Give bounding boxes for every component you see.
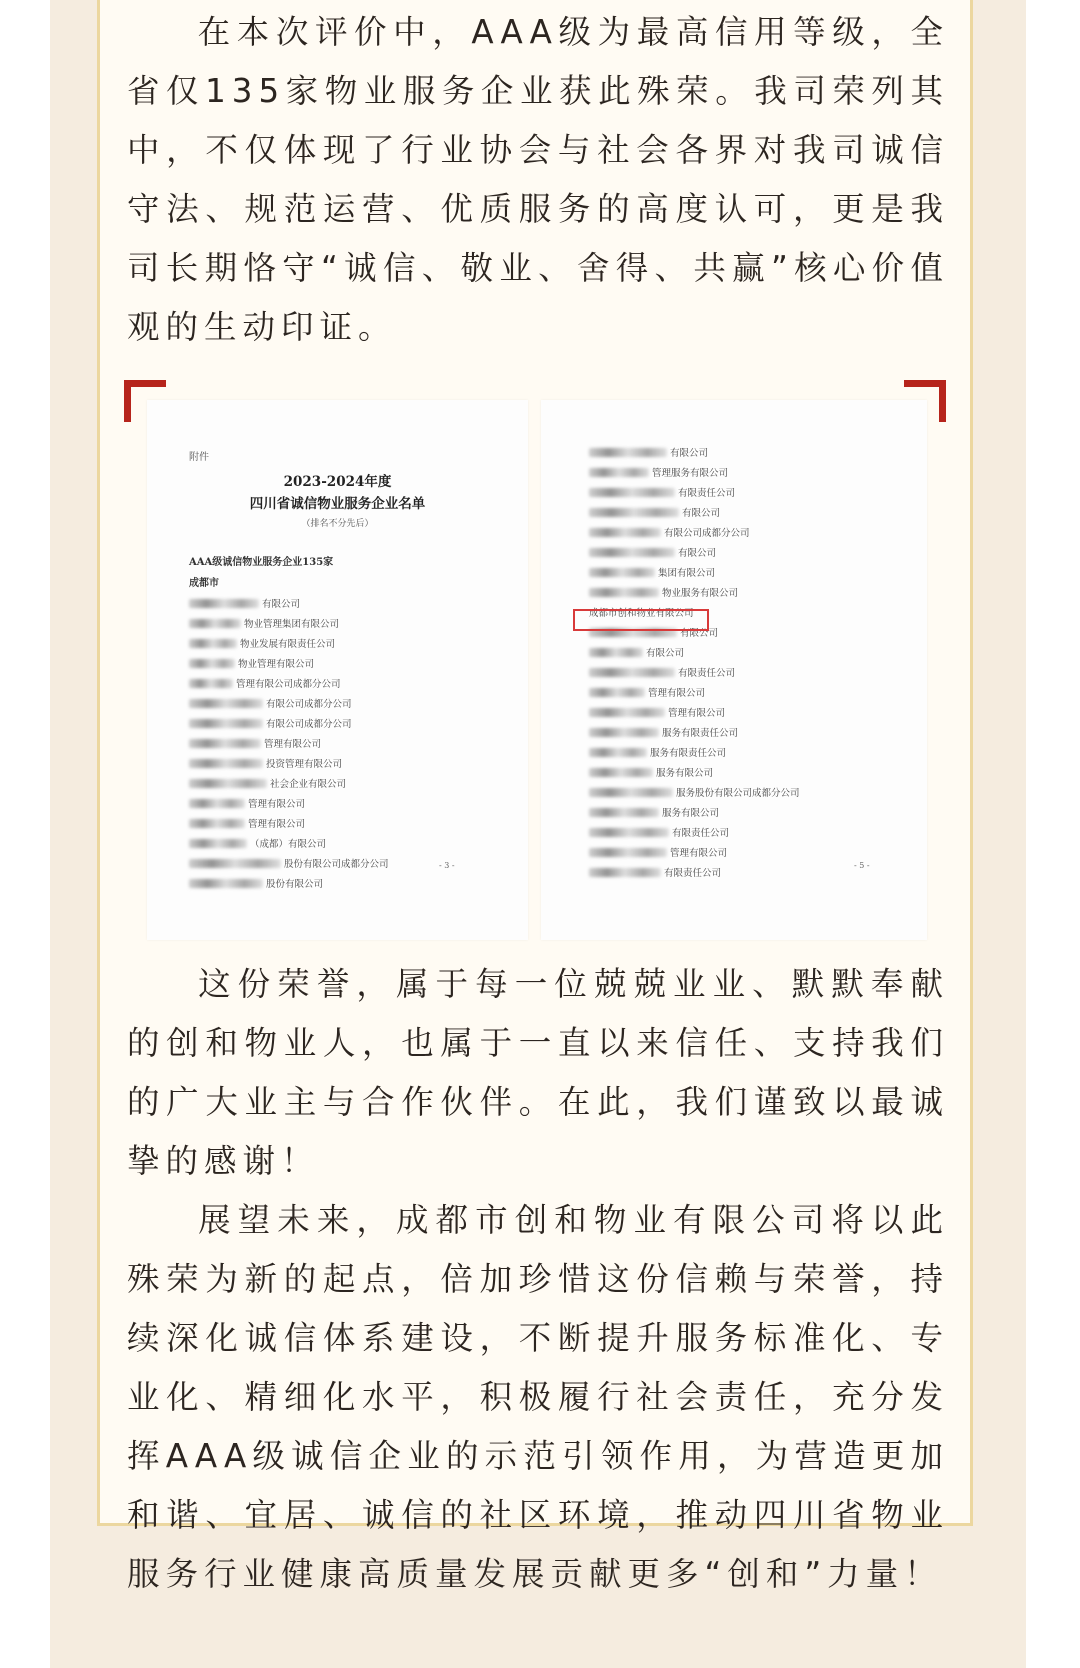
- doc-company-row: [589, 682, 800, 702]
- doc-company-row: [589, 462, 800, 482]
- doc-title-year: 2023-2024年度: [283, 474, 392, 490]
- doc-company-row: [189, 793, 389, 813]
- redacted-name: [189, 659, 235, 668]
- redacted-name: [189, 839, 247, 848]
- doc-company-row-text: 有限责任公司: [678, 668, 736, 679]
- doc-company-row-text: 股份有限公司成都分公司: [284, 859, 389, 870]
- doc-company-row: [189, 693, 389, 713]
- paragraph-1-text: 在本次评价中，AAA级为最高信用等级，全省仅135家物业服务企业获此殊荣。我司荣列其中，不仅体现了行业协会与社会各界对我司诚信守法、规范运营、优质服务的高度认可，更是我司长期恪守“诚信、敬业、舍得、共赢”核心价值观的生动印证。: [127, 13, 949, 346]
- redacted-name: [589, 748, 647, 757]
- doc-company-row-text: 服务有限责任公司: [662, 728, 739, 739]
- paragraph-3-text: 展望未来，成都市创和物业有限公司将以此殊荣为新的起点，倍加珍惜这份信赖与荣誉，持续深化诚信体系建设，不断提升服务标准化、专业化、精细化水平，积极履行社会责任，充分发挥AAA级诚信企业的示范引领作用，为营造更加和谐、宜居、诚信的社区环境，推动四川省物业服务行业健康高质量发展贡献更多“创和”力量！: [127, 1201, 949, 1593]
- doc-company-row: [589, 742, 800, 762]
- doc-company-row: [189, 733, 389, 753]
- redacted-name: [189, 819, 245, 828]
- doc-section-heading: AAA级诚信物业服务企业135家: [189, 557, 334, 568]
- doc-company-row-text: 物业管理有限公司: [238, 659, 315, 670]
- redacted-name: [189, 799, 245, 808]
- doc-company-row: [189, 753, 389, 773]
- doc-company-row-text: 有限公司: [678, 548, 717, 559]
- doc-page-number: - 5 -: [854, 861, 870, 870]
- redacted-name: [189, 599, 259, 608]
- doc-company-row-text: 管理有限公司: [648, 688, 706, 699]
- redacted-name: [589, 508, 679, 517]
- doc-company-row: [189, 813, 389, 833]
- redacted-name: [589, 688, 645, 697]
- doc-company-row: [189, 593, 389, 613]
- redacted-name: [589, 728, 659, 737]
- doc-company-row-text: 管理有限公司成都分公司: [236, 679, 341, 690]
- redacted-name: [589, 808, 659, 817]
- doc-company-row-text: 有限责任公司: [664, 868, 722, 879]
- doc-company-row: [589, 482, 800, 502]
- doc-company-list: [189, 593, 389, 893]
- redacted-name: [589, 708, 665, 717]
- doc-company-row: [589, 722, 800, 742]
- doc-company-row-text: 管理有限公司: [248, 819, 306, 830]
- redacted-name: [589, 788, 673, 797]
- redacted-name: [589, 448, 667, 457]
- redacted-name: [589, 468, 649, 477]
- doc-company-row: [589, 582, 800, 602]
- doc-company-row: [589, 642, 800, 662]
- doc-attachment-tag: 附件: [189, 452, 209, 463]
- redacted-name: [589, 648, 643, 657]
- doc-company-row-text: （成都）有限公司: [250, 839, 327, 850]
- doc-company-row-text: 有限公司: [670, 448, 709, 459]
- doc-company-row-text: 有限公司成都分公司: [664, 528, 750, 539]
- doc-company-row: [589, 522, 800, 542]
- redacted-name: [589, 868, 661, 877]
- doc-title-name: 四川省诚信物业服务企业名单: [249, 496, 426, 512]
- doc-company-row-text: 投资管理有限公司: [266, 759, 343, 770]
- doc-company-row-text: 有限公司: [682, 508, 721, 519]
- doc-company-row: [589, 862, 800, 882]
- redacted-name: [189, 679, 233, 688]
- doc-company-row-text: 集团有限公司: [658, 568, 716, 579]
- redacted-name: [189, 779, 267, 788]
- redacted-name: [589, 588, 659, 597]
- doc-page-number: - 3 -: [439, 861, 455, 870]
- redacted-name: [589, 668, 675, 677]
- doc-company-row-text: 成都市创和物业有限公司: [589, 608, 694, 619]
- redacted-name: [589, 548, 675, 557]
- doc-company-row: [189, 633, 389, 653]
- doc-company-row: [189, 653, 389, 673]
- doc-company-row-text: 物业管理集团有限公司: [244, 619, 340, 630]
- doc-company-row-text: 管理有限公司: [670, 848, 728, 859]
- doc-company-row-text: 服务有限公司: [656, 768, 714, 779]
- redacted-name: [589, 488, 675, 497]
- doc-company-row-text: 有限公司成都分公司: [266, 699, 352, 710]
- redacted-name: [189, 759, 263, 768]
- redacted-name: [589, 848, 667, 857]
- redacted-name: [189, 879, 263, 888]
- redacted-name: [589, 528, 661, 537]
- paragraph-2-text: 这份荣誉，属于每一位兢兢业业、默默奉献的创和物业人，也属于一直以来信任、支持我们的广大业主与合作伙伴。在此，我们谨致以最诚挚的感谢！: [127, 965, 949, 1180]
- doc-company-row-text: 管理有限公司: [668, 708, 726, 719]
- doc-company-row-text: 管理有限公司: [264, 739, 322, 750]
- doc-company-row-text: 管理服务有限公司: [652, 468, 729, 479]
- doc-company-row: [589, 702, 800, 722]
- doc-company-row-text: 社会企业有限公司: [270, 779, 347, 790]
- doc-company-row: [189, 873, 389, 893]
- doc-company-row: [589, 562, 800, 582]
- doc-company-row-text: 有限公司: [680, 628, 719, 639]
- doc-company-row: [189, 833, 389, 853]
- doc-company-list: [589, 442, 800, 882]
- document-page-5-image: [541, 400, 927, 940]
- doc-company-row: [589, 502, 800, 522]
- doc-company-row: [189, 713, 389, 733]
- doc-company-row: [189, 853, 389, 873]
- doc-company-row-text: 物业服务有限公司: [662, 588, 739, 599]
- redacted-name: [189, 619, 241, 628]
- document-page-3-image: [147, 400, 528, 940]
- doc-company-row-text: 物业发展有限责任公司: [240, 639, 336, 650]
- paragraph-1: [127, 3, 949, 357]
- doc-company-row: [189, 613, 389, 633]
- doc-company-row-text: 服务股份有限公司成都分公司: [676, 788, 800, 799]
- doc-company-row-text: 有限公司成都分公司: [266, 719, 352, 730]
- redacted-name: [189, 699, 263, 708]
- doc-company-row: [589, 782, 800, 802]
- doc-title-note: （排名不分先后）: [301, 519, 374, 529]
- redacted-name: [189, 719, 263, 728]
- highlight-box: [573, 609, 709, 631]
- redacted-name: [589, 568, 655, 577]
- paragraph-2: [127, 955, 949, 1191]
- doc-company-row: [589, 802, 800, 822]
- doc-company-row-text: 服务有限责任公司: [650, 748, 727, 759]
- redacted-name: [589, 828, 669, 837]
- doc-company-row-text: 管理有限公司: [248, 799, 306, 810]
- doc-company-row: [589, 762, 800, 782]
- doc-company-row: [589, 662, 800, 682]
- redacted-name: [589, 768, 653, 777]
- doc-company-row-text: 有限责任公司: [672, 828, 730, 839]
- doc-company-row: [589, 442, 800, 462]
- redacted-name: [189, 859, 281, 868]
- doc-company-row: [589, 822, 800, 842]
- paragraph-3: [127, 1191, 949, 1604]
- doc-city-heading: 成都市: [189, 578, 219, 589]
- doc-company-row: [189, 773, 389, 793]
- doc-company-row-text: 股份有限公司: [266, 879, 324, 890]
- doc-company-row-text: 有限责任公司: [678, 488, 736, 499]
- redacted-name: [189, 739, 261, 748]
- doc-company-row-text: 服务有限公司: [662, 808, 720, 819]
- doc-company-row-text: 有限公司: [262, 599, 301, 610]
- redacted-name: [189, 639, 237, 648]
- doc-company-row: [589, 842, 800, 862]
- doc-company-row-text: 有限公司: [646, 648, 685, 659]
- doc-company-row: [189, 673, 389, 693]
- doc-company-row: [589, 542, 800, 562]
